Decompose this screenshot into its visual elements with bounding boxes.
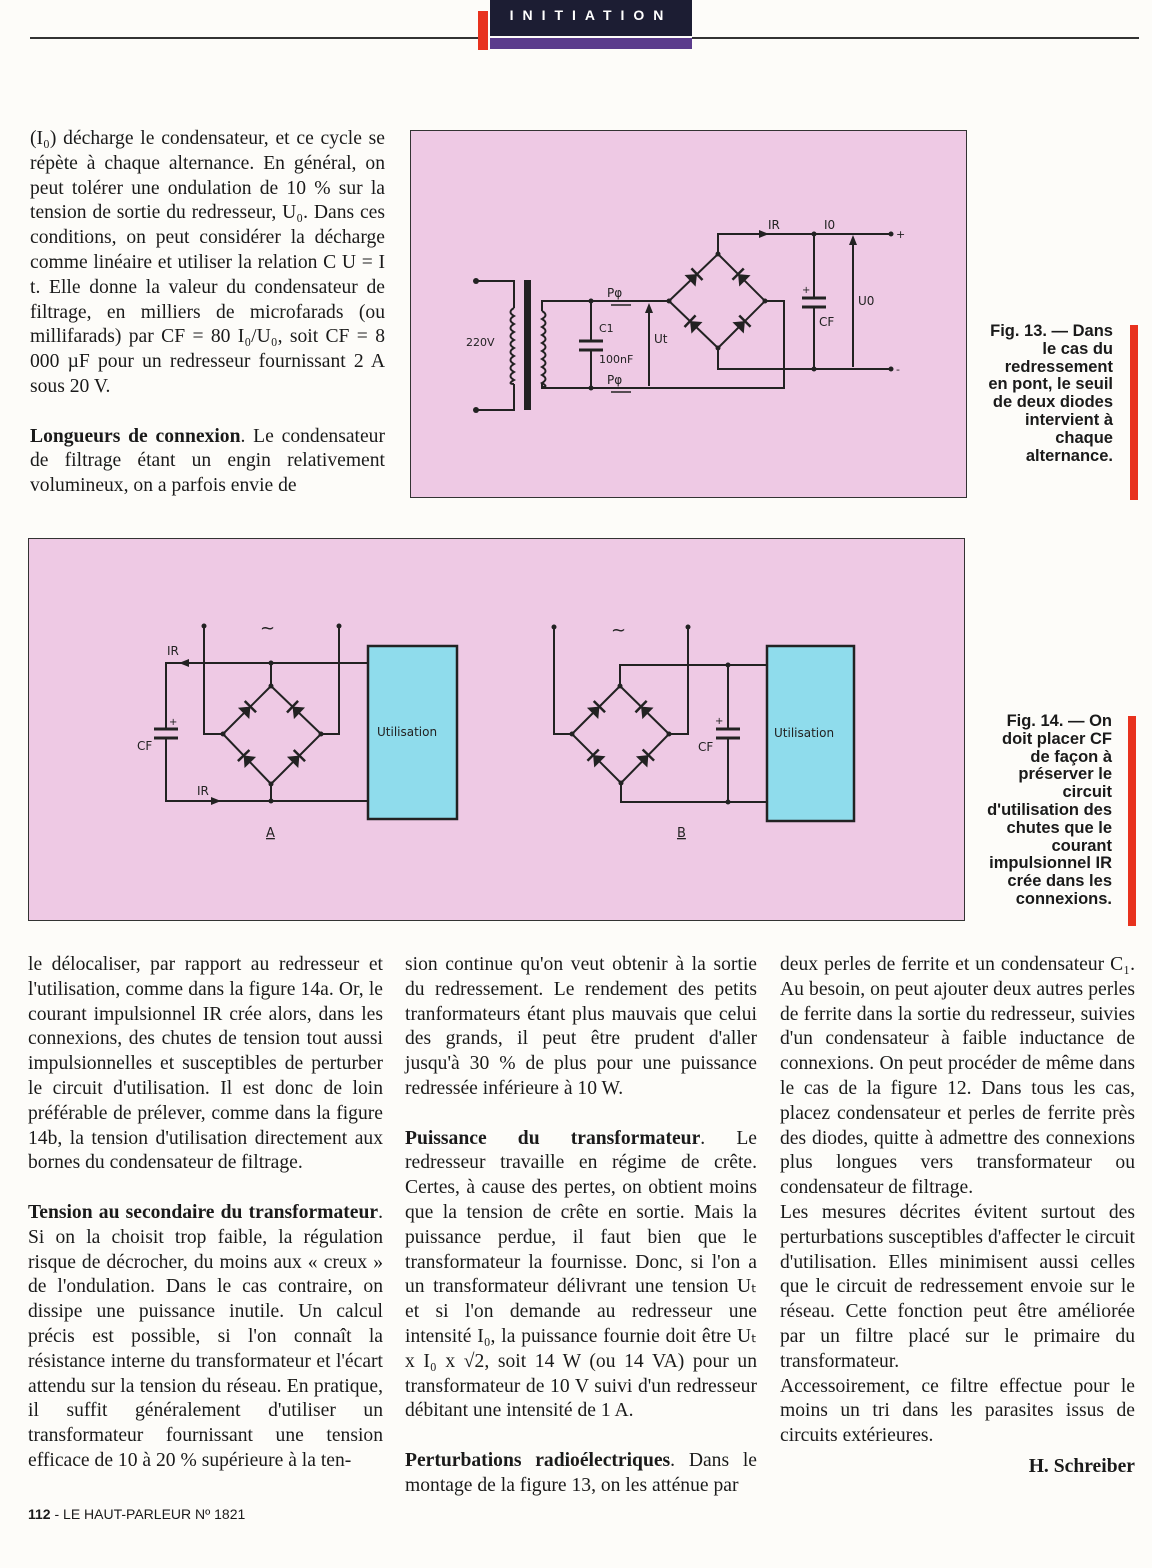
section-heading: Perturbations radioélectriques <box>405 1449 671 1471</box>
label-cf-b: CF <box>698 740 714 754</box>
paragraph <box>405 1127 757 1425</box>
paragraph <box>30 425 385 499</box>
bridge-node <box>619 781 624 786</box>
text-column-1 <box>28 953 383 1474</box>
label-c1: C1 <box>599 322 614 335</box>
ac-symbol-a: ~ <box>260 618 276 639</box>
paragraph <box>405 1449 757 1499</box>
caption-accent-bar <box>1128 716 1136 926</box>
section-heading: Puissance du transformateur <box>405 1127 701 1149</box>
label-cf-a: CF <box>137 739 153 753</box>
utilisation-label-a: Utilisation <box>377 725 438 739</box>
text-column-2 <box>405 953 757 1499</box>
figure-14-schematic <box>29 539 964 920</box>
section-title: INITIATION <box>490 0 692 36</box>
ac-symbol-b: ~ <box>611 620 627 641</box>
bridge-node <box>269 782 274 787</box>
label-cf-plus-a: + <box>169 717 178 728</box>
figure-13 <box>410 130 967 498</box>
paragraph: Les mesures décrites évitent surtout des perturbations susceptibles d'affecter le circuit d'utilisation. Elles minimisent aussi celles que le circuit de redressement envoie sur le réseau. Cette fonction peut être améliorée par un filtre placé sur le primaire du transformateur. <box>780 1201 1135 1372</box>
utilisation-label-b: Utilisation <box>774 726 835 740</box>
label-220v: 220V <box>466 336 495 349</box>
figure-13-schematic <box>411 131 966 497</box>
figure-14-caption: Fig. 14. — On doit placer CF de façon à préserver le circuit d'utilisation des chutes que le courant impulsionnel IR crée dans les connexions. <box>987 712 1112 908</box>
label-plus: + <box>896 228 906 241</box>
header-rule-right <box>692 37 1139 39</box>
bridge-node <box>667 732 672 737</box>
magazine-name: - LE HAUT-PARLEUR Nº 1821 <box>50 1506 246 1522</box>
figure-13-caption: Fig. 13. — Dans le cas du redressement en pont, le seuil de deux diodes intervient à chaque alternance. <box>988 322 1113 465</box>
bridge-node <box>667 299 672 304</box>
paragraph-text: . Le redresseur travaille en régime de crête. Certes, à cause des pertes, on obtient moins que la tension de crête en sortie. Mais la puissance perdue, il faut bien que le transformateur la fournisse. Donc, si l'on a un transformateur délivrant une tension Uₜ et si l'on demande au redresseur une intensité I₀, la puissance fournie doit être Uₜ x I₀ x √2, soit 14 W (ou 14 VA) pour un transformateur de 10 V suivi d'un redresseur débitant une intensité de 1 A. <box>405 1127 757 1422</box>
label-cf-plus-b: + <box>715 716 724 727</box>
paragraph: Accessoirement, ce filtre effectue pour le moins un tri dans les parasites issus de circuits extérieures. <box>780 1375 1135 1447</box>
label-minus: - <box>896 363 900 376</box>
paragraph <box>28 1201 383 1474</box>
caption-accent-bar <box>1130 325 1138 500</box>
text-column-3 <box>780 953 1135 1480</box>
figure-14 <box>28 538 965 921</box>
label-c1-value: 100nF <box>599 353 634 366</box>
header-rule-left <box>30 37 480 39</box>
label-ir: IR <box>768 218 780 232</box>
label-variant-b: B <box>677 826 686 841</box>
bridge-node <box>618 684 623 689</box>
label-io: I0 <box>824 218 836 232</box>
paragraph-text: . Si on la choisit trop faible, la régulation risque de décrocher, du moins aux « creux » de l'ondulation. Dans le cas contraire, on dissipe une puissance inutile. Un calcul précis est possible, si l'on connaît la résistance interne du transformateur et l'écart attendu sur la tension du réseau. En pratique, il suffit généralement d'utiliser un transformateur fournissant une tension efficace de 10 à 20 % supérieure à la ten- <box>28 1201 383 1471</box>
author-signature: H. Schreiber <box>1028 1455 1135 1477</box>
paragraph-text: . Le condensateur de filtrage étant un engin relativement volumineux, on a parfois envie de <box>30 425 385 497</box>
paragraph: le délocaliser, par rapport au redresseur et l'utilisation, comme dans la figure 14a. Or, le courant impulsionnel IR crée alors, dans les connexions, des chutes de tension tout aussi impulsionnelles et susceptibles de perturber le circuit d'utilisation. Il est donc de loin préférable de prélever, comme dans la figure 14b, la tension d'utilisation directement aux bornes du condensateur de filtrage. <box>28 954 383 1174</box>
paragraph-text: . Dans le montage de la figure 13, on les atténue par <box>405 1449 757 1496</box>
label-variant-a: A <box>266 826 275 841</box>
paragraph: (I₀) décharge le condensateur, et ce cycle se répète à chaque alternance. En général, on peut tolérer une ondulation de 10 % sur la tension de sortie du redresseur, U₀. Dans ces conditions, on peut considérer la décharge comme linéaire et utiliser la relation C U = I t. Elle donne la valeur du condensateur de filtrage, en milliers de microfarads (ou millifarads) par CF = 80 I₀/U₀, soit CF = 8 000 µF pour un redresseur fournissant 2 A sous 20 V. <box>30 128 385 397</box>
bridge-node <box>319 732 324 737</box>
label-ir-top: IR <box>167 644 179 658</box>
top-text-column <box>30 127 385 499</box>
label-ir-bottom: IR <box>197 784 209 798</box>
page-footer <box>28 1506 245 1522</box>
bridge-node <box>716 346 721 351</box>
header-red-accent <box>478 11 488 50</box>
label-ferrite-top: Pφ <box>607 286 623 300</box>
section-header <box>478 0 692 50</box>
label-cf-plus: + <box>802 285 811 296</box>
paragraph: sion continue qu'on veut obtenir à la sortie du redressement. Le rendement des petits tranformateurs étant plus mauvais que celui des grands, il peut être prudent d'aller jusqu'à 30 % de plus pour une puissance redressée inférieure à 10 W. <box>405 954 757 1099</box>
label-ut: Ut <box>654 332 668 346</box>
paragraph: deux perles de ferrite et un condensateur C₁. Au besoin, on peut ajouter deux autres perles de ferrite dans la sortie du redresseur, suivies d'un condensateur à faible inductance de connexions. On peut procéder de même dans le cas de la figure 12. Dans tous les cas, placez condensateur et perles de ferrite près des diodes, quitte à admettre des connexions plus longues vers transformateur ou condensateur de filtrage. <box>780 954 1135 1199</box>
label-uo: U0 <box>858 294 875 308</box>
section-heading: Tension au secondaire du transformateur <box>28 1201 379 1223</box>
bridge-node <box>763 299 768 304</box>
section-heading: Longueurs de connexion <box>30 425 241 447</box>
bridge-node <box>716 252 721 257</box>
bridge-node <box>221 732 226 737</box>
header-purple-band <box>490 38 692 49</box>
label-ferrite-bottom: Pφ <box>607 373 623 387</box>
page-number: 112 <box>28 1506 51 1522</box>
bridge-node <box>570 732 575 737</box>
bridge-node <box>269 684 274 689</box>
label-cf: CF <box>819 315 835 329</box>
